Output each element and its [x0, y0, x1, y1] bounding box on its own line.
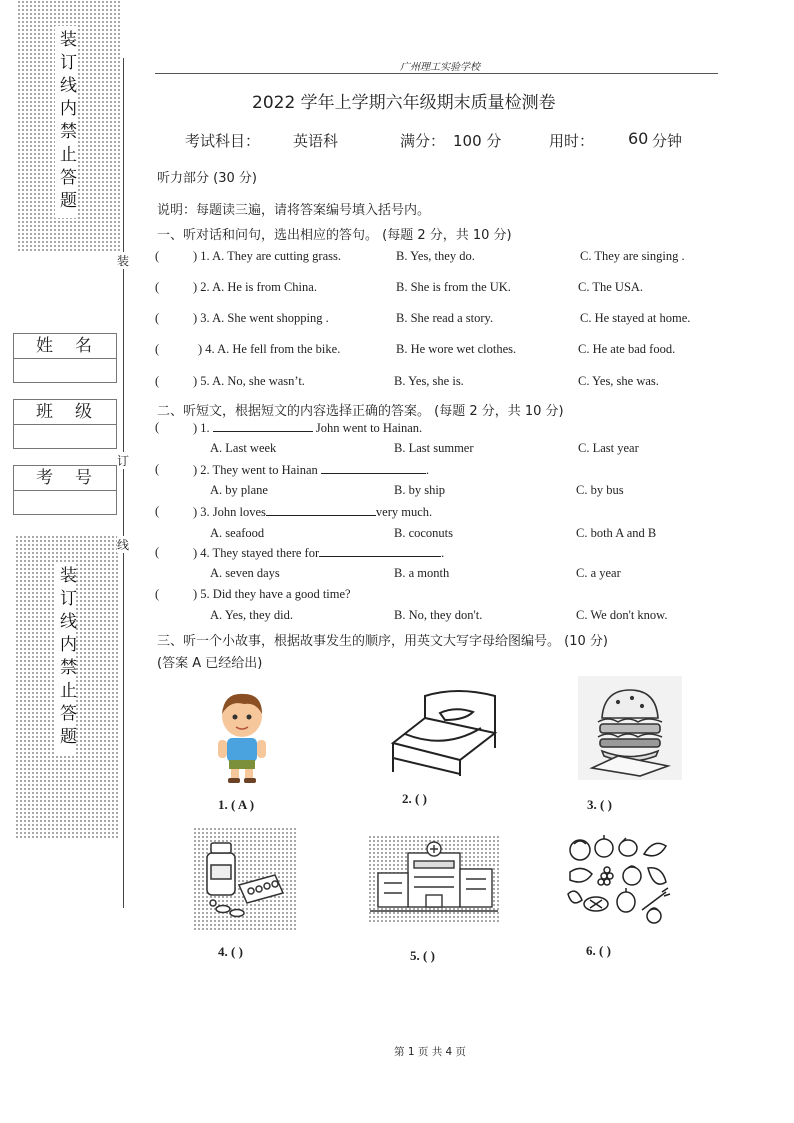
option-b: B. Yes, she is. — [394, 374, 464, 388]
question-text: ) 5. A. No, she wasn’t. — [193, 374, 305, 388]
option-c: C. They are singing . — [580, 249, 685, 263]
subject-label: 考试科目： — [185, 132, 261, 150]
picture-2-caption[interactable]: 2. ( ) — [402, 791, 427, 806]
page-number: 第 1 页 共 4 页 — [394, 1046, 467, 1058]
school-name: 广州理工实验学校 — [400, 62, 480, 73]
option-b: B. a month — [394, 566, 450, 580]
class-label: 班级 — [14, 400, 116, 425]
question-stem: ) 1. — [193, 421, 210, 435]
question-text: ) 2. A. He is from China. — [193, 280, 317, 294]
part2-title: 二、听短文，根据短文的内容选择正确的答案。 (每题 2 分，共 10 分) — [157, 404, 564, 419]
option-c: C. He ate bad food. — [578, 342, 676, 356]
answer-blank[interactable] — [321, 462, 426, 474]
binding-top-text: 装订线内禁止答题 — [55, 26, 76, 218]
question-stem: ) 2. They went to Hainan — [193, 463, 318, 477]
question-text: ) 5. Did they have a good time? — [193, 587, 351, 601]
question-text — [193, 420, 422, 436]
option-b: B. He wore wet clothes. — [396, 342, 517, 356]
question-stem: ) 4. They stayed there for — [193, 546, 320, 560]
score-value: 100 分 — [453, 132, 502, 150]
hamburger-icon — [578, 676, 682, 780]
exam-info — [185, 130, 705, 152]
option-b: B. No, they don't. — [394, 608, 483, 622]
option-b: B. Yes, they do. — [396, 249, 475, 263]
option-a: A. by plane — [210, 483, 268, 497]
answer-bracket[interactable]: ( — [155, 420, 160, 434]
bed-icon — [385, 688, 500, 780]
part3-note: (答案 A 已经给出) — [157, 656, 263, 671]
option-c: C. Last year — [578, 441, 639, 455]
medicine-icon — [193, 827, 297, 931]
question-text — [193, 462, 429, 478]
option-c: C. by bus — [576, 483, 624, 497]
subject-value: 英语科 — [293, 132, 339, 150]
exam-number-field[interactable] — [13, 465, 117, 515]
question-tail: very much. — [375, 505, 433, 519]
option-b: B. Last summer — [394, 441, 474, 455]
option-b: B. by ship — [394, 483, 446, 497]
part3-title: 三、听一个小故事，根据故事发生的顺序，用英文大写字母给图编号。 (10 分) — [157, 634, 608, 649]
question-tail: . — [441, 546, 445, 560]
name-field[interactable] — [13, 333, 117, 383]
binding-line — [123, 58, 124, 908]
binding-bottom-text: 装订线内禁止答题 — [55, 562, 76, 754]
picture-4-caption[interactable]: 4. ( ) — [218, 944, 243, 959]
question-stem: ) 3. John loves — [193, 505, 266, 519]
option-a: A. Last week — [210, 441, 277, 455]
question-tail: John went to Hainan. — [315, 421, 423, 435]
question-text: ) 3. A. She went shopping . — [193, 311, 329, 325]
option-b: B. She read a story. — [396, 311, 494, 325]
answer-bracket[interactable]: ( — [155, 311, 160, 325]
option-a: A. Yes, they did. — [210, 608, 293, 622]
option-a: A. seven days — [210, 566, 280, 580]
binding-mark-ding: 订 — [117, 454, 130, 468]
hospital-icon — [368, 835, 500, 923]
vegetables-icon — [562, 830, 674, 930]
answer-bracket[interactable]: ( — [155, 545, 160, 559]
answer-bracket[interactable]: ( — [155, 462, 160, 476]
picture-1-caption[interactable]: 1. ( A ) — [218, 797, 255, 812]
boy-icon — [192, 686, 292, 786]
option-c: C. Yes, she was. — [578, 374, 659, 388]
answer-blank[interactable] — [319, 545, 441, 557]
answer-bracket[interactable]: ( — [155, 342, 160, 356]
time-value: 60 — [628, 129, 649, 148]
page-title: 2022 学年上学期六年级期末质量检测卷 — [252, 93, 556, 113]
question-text — [193, 504, 432, 520]
answer-bracket[interactable]: ( — [155, 249, 160, 263]
option-b: B. She is from the UK. — [396, 280, 511, 294]
picture-3-caption[interactable]: 3. ( ) — [587, 797, 612, 812]
exam-number-label: 考号 — [14, 466, 116, 491]
option-c: C. a year — [576, 566, 621, 580]
option-b: B. coconuts — [394, 526, 454, 540]
option-c: C. both A and B — [576, 526, 657, 540]
question-text: ) 1. A. They are cutting grass. — [193, 249, 341, 263]
option-c: C. We don't know. — [576, 608, 668, 622]
answer-blank[interactable] — [266, 504, 376, 516]
listening-heading: 听力部分 (30 分) — [157, 171, 257, 186]
question-text — [193, 545, 444, 561]
class-field[interactable] — [13, 399, 117, 449]
picture-6-caption[interactable]: 6. ( ) — [586, 943, 611, 958]
time-label: 用时： — [549, 132, 595, 150]
picture-5-caption[interactable]: 5. ( ) — [410, 948, 435, 963]
option-a: A. seafood — [210, 526, 265, 540]
time-unit: 分钟 — [652, 132, 683, 150]
answer-bracket[interactable]: ( — [155, 374, 160, 388]
answer-blank[interactable] — [213, 420, 313, 432]
answer-bracket[interactable]: ( — [155, 280, 160, 294]
name-label: 姓名 — [14, 334, 116, 359]
instruction-text: 说明：每题读三遍，请将答案编号填入括号内。 — [157, 203, 431, 218]
option-c: C. The USA. — [578, 280, 644, 294]
answer-bracket[interactable]: ( — [155, 587, 160, 601]
option-c: C. He stayed at home. — [580, 311, 691, 325]
header-rule — [155, 73, 718, 74]
binding-mark-zhuang: 装 — [117, 254, 130, 268]
binding-mark-xian: 线 — [117, 538, 130, 552]
answer-bracket[interactable]: ( — [155, 504, 160, 518]
question-tail: . — [425, 463, 429, 477]
score-label: 满分： — [400, 132, 446, 150]
question-text: ) 4. A. He fell from the bike. — [198, 342, 341, 356]
part1-title: 一、听对话和问句，选出相应的答句。 (每题 2 分，共 10 分) — [157, 228, 512, 243]
